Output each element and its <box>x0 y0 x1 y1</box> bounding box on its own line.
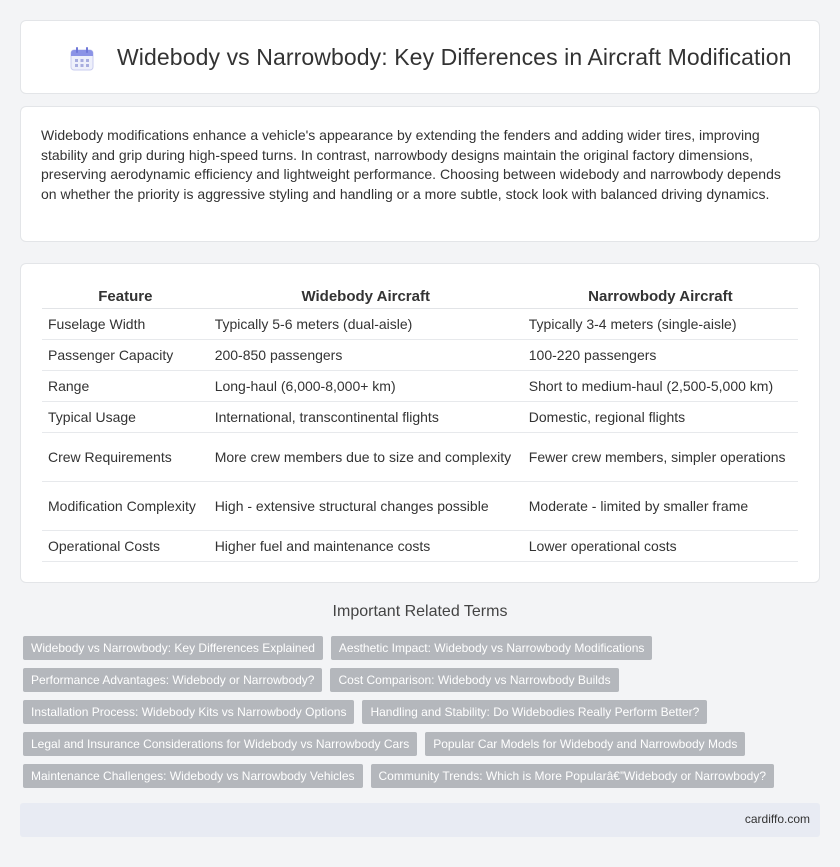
footer <box>20 803 820 837</box>
related-term-tag[interactable]: Handling and Stability: Do Widebodies Really Perform Better? <box>362 700 707 724</box>
table-cell: Operational Costs <box>42 531 209 562</box>
table-row <box>42 433 798 482</box>
table-cell: Typical Usage <box>42 402 209 433</box>
table-cell: Fewer crew members, simpler operations <box>523 433 798 482</box>
table-cell: Typically 3-4 meters (single-aisle) <box>523 309 798 340</box>
header-card <box>20 20 820 94</box>
table-cell: Crew Requirements <box>42 433 209 482</box>
related-term-tag[interactable]: Legal and Insurance Considerations for Widebody vs Narrowbody Cars <box>23 732 417 756</box>
table-cell: High - extensive structural changes possible <box>209 482 523 531</box>
related-term-tag[interactable]: Community Trends: Which is More Popularâ€”Widebody or Narrowbody? <box>371 764 775 788</box>
table-cell: 200-850 passengers <box>209 340 523 371</box>
table-row <box>42 309 798 340</box>
comparison-table <box>42 282 798 562</box>
table-cell: Passenger Capacity <box>42 340 209 371</box>
table-cell: 100-220 passengers <box>523 340 798 371</box>
table-cell: Domestic, regional flights <box>523 402 798 433</box>
related-term-tag[interactable]: Cost Comparison: Widebody vs Narrowbody Builds <box>330 668 618 692</box>
related-term-tag[interactable]: Aesthetic Impact: Widebody vs Narrowbody Modifications <box>331 636 652 660</box>
column-header: Narrowbody Aircraft <box>523 282 798 309</box>
column-header: Feature <box>42 282 209 309</box>
table-row <box>42 531 798 562</box>
table-cell: Short to medium-haul (2,500-5,000 km) <box>523 371 798 402</box>
table-row <box>42 371 798 402</box>
table-cell: International, transcontinental flights <box>209 402 523 433</box>
comparison-table-card <box>20 263 820 583</box>
table-cell: Long-haul (6,000-8,000+ km) <box>209 371 523 402</box>
table-cell: Higher fuel and maintenance costs <box>209 531 523 562</box>
table-cell: Modification Complexity <box>42 482 209 531</box>
intro-text: Widebody modifications enhance a vehicle's appearance by extending the fenders and adding wider tires, improving stability and grip during high-speed turns. In contrast, narrowbody designs maintain the original factory dimensions, preserving aerodynamic efficiency and lightweight performance. Choosing between widebody and narrowbody depends on whether the priority is aggressive styling and handling or a more subtle, stock look with balanced driving dynamics. <box>41 127 781 202</box>
intro-card <box>20 106 820 242</box>
related-term-tag[interactable]: Installation Process: Widebody Kits vs Narrowbody Options <box>23 700 354 724</box>
page-title: Widebody vs Narrowbody: Key Differences in Aircraft Modification <box>117 44 792 70</box>
calendar-icon <box>68 45 96 73</box>
related-terms-list <box>23 636 803 788</box>
table-row <box>42 402 798 433</box>
table-cell: Fuselage Width <box>42 309 209 340</box>
table-cell: More crew members due to size and complexity <box>209 433 523 482</box>
footer-site-link[interactable]: cardiffo.com <box>744 812 810 826</box>
table-cell: Moderate - limited by smaller frame <box>523 482 798 531</box>
related-term-tag[interactable]: Maintenance Challenges: Widebody vs Narrowbody Vehicles <box>23 764 363 788</box>
table-cell: Typically 5-6 meters (dual-aisle) <box>209 309 523 340</box>
column-header: Widebody Aircraft <box>209 282 523 309</box>
related-term-tag[interactable]: Widebody vs Narrowbody: Key Differences Explained <box>23 636 323 660</box>
table-cell: Range <box>42 371 209 402</box>
related-terms-title: Important Related Terms <box>332 603 508 620</box>
table-row <box>42 482 798 531</box>
table-cell: Lower operational costs <box>523 531 798 562</box>
table-row <box>42 340 798 371</box>
table-header-row <box>42 282 798 309</box>
related-term-tag[interactable]: Popular Car Models for Widebody and Narrowbody Mods <box>425 732 745 756</box>
related-term-tag[interactable]: Performance Advantages: Widebody or Narrowbody? <box>23 668 322 692</box>
